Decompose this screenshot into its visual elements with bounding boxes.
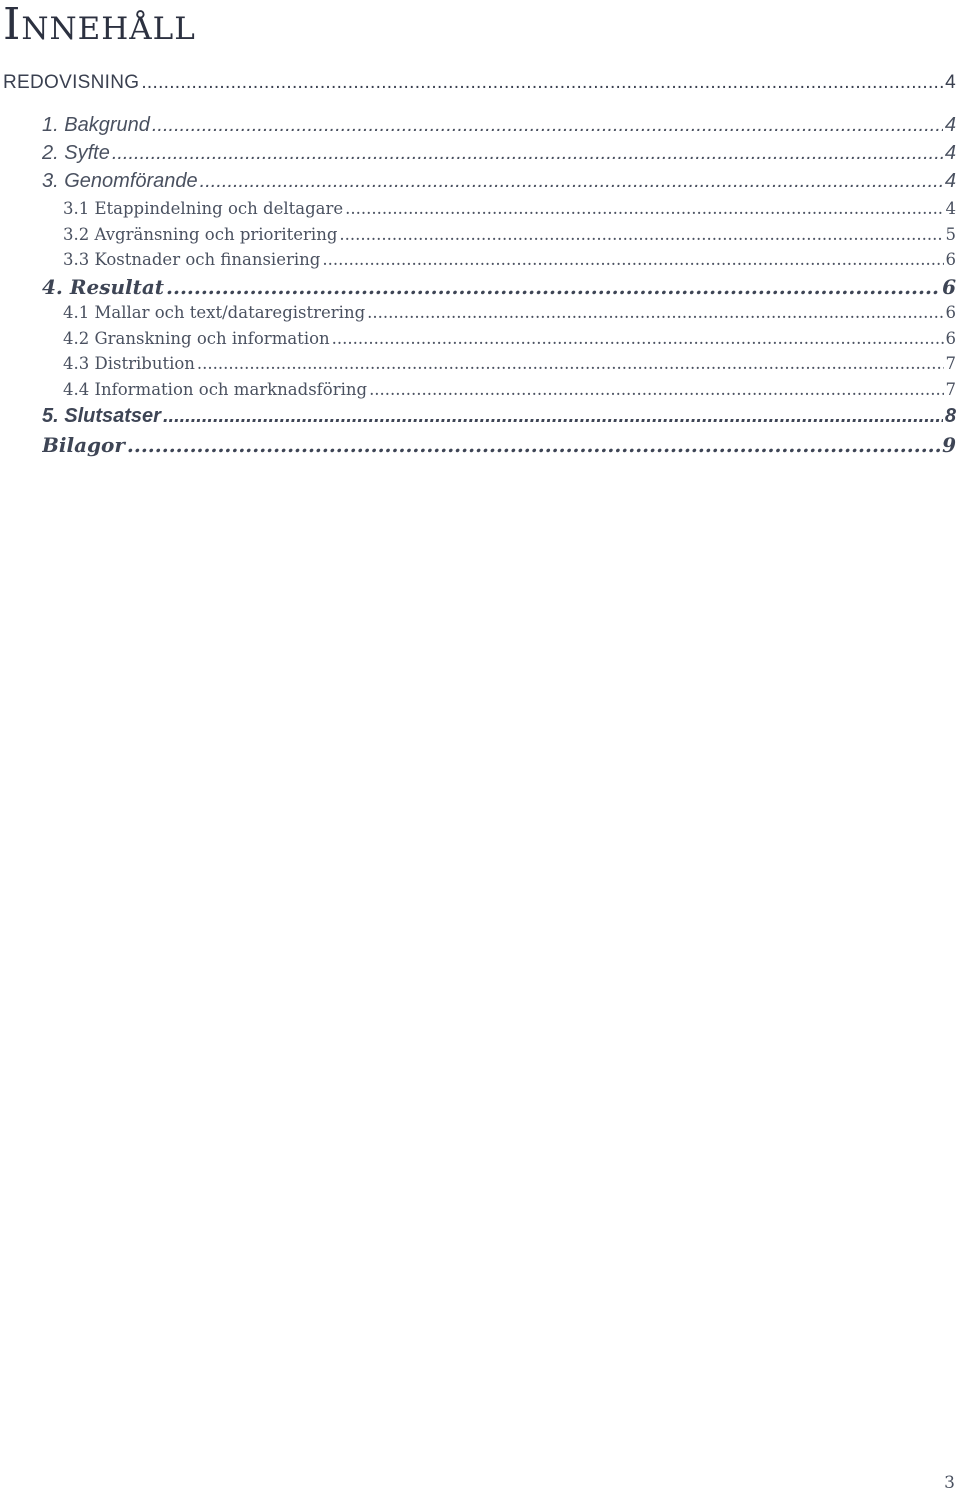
toc-entry-page: 7: [945, 354, 956, 373]
dot-leader: [339, 225, 943, 244]
toc-entry-bilagor[interactable]: [42, 433, 956, 457]
dot-leader: [163, 405, 943, 428]
toc-entry-label: 2. Syfte: [42, 142, 110, 164]
toc-entry-page: 4: [945, 72, 956, 93]
toc-entry-label: 4.3 Distribution: [63, 354, 195, 373]
toc-entry-page: 9: [942, 433, 956, 457]
dot-leader: [322, 250, 943, 269]
dot-leader: [127, 433, 940, 457]
toc-entry-information[interactable]: [63, 380, 956, 399]
toc-entry-label: 4.2 Granskning och information: [63, 329, 330, 348]
dot-leader: [200, 170, 943, 193]
dot-leader: [112, 142, 943, 165]
toc-entry-kostnader[interactable]: [63, 250, 956, 269]
toc-entry-label: 4. Resultat: [42, 275, 165, 299]
toc-entry-redovisning[interactable]: [3, 72, 956, 94]
toc-entry-genomforande[interactable]: [42, 170, 956, 193]
dot-leader: [197, 354, 944, 373]
dot-leader: [152, 114, 943, 137]
dot-leader: [369, 380, 943, 399]
toc-entry-label: 4.4 Information och marknadsföring: [63, 380, 368, 399]
dot-leader: [166, 275, 940, 299]
toc-entry-page: 4: [944, 114, 956, 136]
toc-entry-mallar[interactable]: [63, 303, 956, 322]
toc-entry-page: 6: [942, 275, 956, 299]
toc-entry-label: 4.1 Mallar och text/dataregistrering: [63, 303, 366, 322]
toc-entry-distribution[interactable]: [63, 354, 956, 373]
toc-entry-slutsatser[interactable]: [42, 405, 956, 428]
toc-entry-page: 4: [945, 199, 956, 218]
toc-entry-avgransning[interactable]: [63, 225, 956, 244]
dot-leader: [141, 72, 943, 94]
toc-entry-label: 3. Genomförande: [42, 170, 198, 192]
toc-entry-resultat[interactable]: [42, 275, 956, 299]
toc-entry-granskning[interactable]: [63, 329, 956, 348]
toc-entry-page: 6: [945, 329, 956, 348]
toc-entry-page: 4: [944, 142, 956, 164]
toc-entry-syfte[interactable]: [42, 142, 956, 165]
toc-entry-bakgrund[interactable]: [42, 114, 956, 137]
toc-entry-label: 3.2 Avgränsning och prioritering: [63, 225, 338, 244]
toc-entry-label: Bilagor: [42, 433, 125, 457]
toc-entry-page: 6: [945, 303, 956, 322]
toc-entry-label: 3.3 Kostnader och finansiering: [63, 250, 321, 269]
dot-leader: [345, 199, 943, 218]
toc-entry-page: 6: [945, 250, 956, 269]
toc-entry-label: 3.1 Etappindelning och deltagare: [63, 199, 344, 218]
toc-entry-label: REDOVISNING: [3, 72, 140, 93]
toc-entry-label: 5. Slutsatser: [42, 405, 161, 427]
dot-leader: [367, 303, 943, 322]
toc-entry-page: 5: [945, 225, 956, 244]
toc-entry-page: 7: [945, 380, 956, 399]
toc-entry-etappindelning[interactable]: [63, 199, 956, 218]
page-title: Innehåll: [3, 0, 196, 50]
dot-leader: [332, 329, 944, 348]
toc-entry-page: 8: [944, 405, 956, 427]
page-number: 3: [944, 1473, 955, 1493]
toc-entry-page: 4: [944, 170, 956, 192]
toc-entry-label: 1. Bakgrund: [42, 114, 150, 136]
